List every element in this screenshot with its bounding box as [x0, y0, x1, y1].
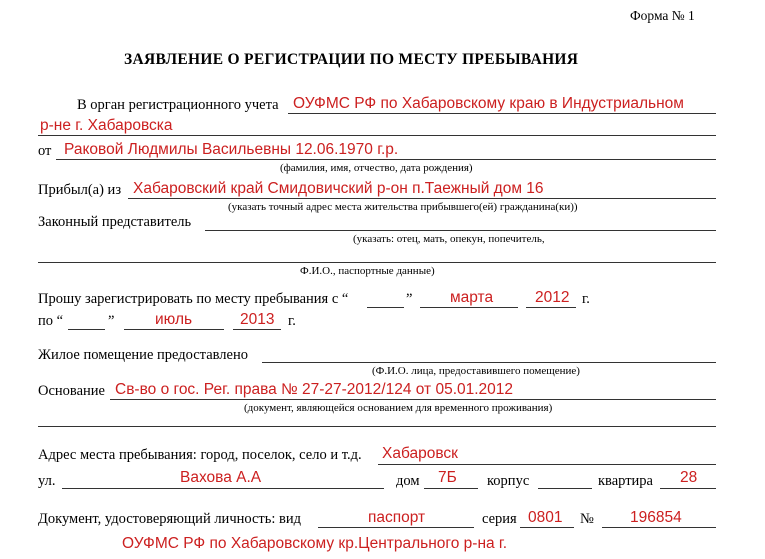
- number-value[interactable]: 196854: [630, 509, 682, 526]
- basis-underline: [110, 399, 716, 400]
- from-label: от: [38, 143, 52, 159]
- basis-value[interactable]: Св-во о гос. Рег. права № 27-27-2012/124 от 05.01.2012: [115, 381, 514, 398]
- representative-hint-1: (указать: отец, мать, опекун, попечитель,: [353, 233, 545, 245]
- period-from-year-line: [526, 307, 576, 308]
- document-type-underline: [318, 527, 474, 528]
- period-from-month[interactable]: марта: [450, 289, 494, 306]
- house-underline: [424, 488, 478, 489]
- period-to-year-suffix: г.: [288, 313, 296, 329]
- period-from-label: Прошу зарегистрировать по месту пребывания с “: [38, 291, 349, 307]
- dwelling-underline: [262, 362, 716, 363]
- basis-label: Основание: [38, 383, 105, 399]
- house-value[interactable]: 7Б: [438, 469, 457, 486]
- section-divider: [38, 426, 716, 427]
- organ-label: В орган регистрационного учета: [77, 97, 279, 113]
- basis-hint: (документ, являющейся основанием для временного проживания): [244, 402, 553, 414]
- period-to-label: по “: [38, 313, 64, 329]
- arrived-value[interactable]: Хабаровский край Смидовичский р-он п.Таежный дом 16: [133, 180, 544, 197]
- organ-underline-1: [288, 113, 716, 114]
- arrived-label: Прибыл(а) из: [38, 182, 122, 198]
- form-number: Форма № 1: [630, 8, 695, 23]
- from-underline: [56, 159, 716, 160]
- arrived-underline: [128, 198, 716, 199]
- period-from-day-line: [367, 307, 404, 308]
- arrived-hint: (указать точный адрес места жительства прибывшего(ей) гражданина(ки)): [228, 201, 578, 213]
- address-city-underline: [378, 464, 716, 465]
- organ-value-line1[interactable]: ОУФМС РФ по Хабаровскому краю в Индустриальном: [293, 95, 684, 112]
- building-label: корпус: [487, 473, 530, 489]
- representative-underline-2: [38, 262, 716, 263]
- period-from-quote: ”: [406, 291, 413, 307]
- organ-value-line2[interactable]: р-не г. Хабаровска: [40, 117, 173, 134]
- period-from-month-line: [420, 307, 518, 308]
- period-to-month[interactable]: июль: [155, 311, 193, 328]
- document-type[interactable]: паспорт: [368, 509, 426, 526]
- series-label: серия: [482, 511, 517, 527]
- series-value[interactable]: 0801: [528, 509, 563, 526]
- address-label: Адрес места пребывания: город, поселок, село и т.д.: [38, 447, 362, 463]
- house-label: дом: [396, 473, 420, 489]
- series-underline: [520, 527, 574, 528]
- street-value[interactable]: Вахова А.А: [180, 469, 262, 486]
- from-value[interactable]: Раковой Людмилы Васильевны 12.06.1970 г.р.: [64, 141, 399, 158]
- address-city[interactable]: Хабаровск: [382, 445, 458, 462]
- apt-underline: [660, 488, 716, 489]
- number-label: №: [580, 511, 594, 527]
- apt-label: квартира: [598, 473, 653, 489]
- apt-value[interactable]: 28: [680, 469, 698, 486]
- building-underline: [538, 488, 592, 489]
- period-to-year-line: [233, 329, 281, 330]
- period-from-year-suffix: г.: [582, 291, 590, 307]
- from-hint: (фамилия, имя, отчество, дата рождения): [280, 162, 473, 174]
- period-to-month-line: [124, 329, 224, 330]
- street-underline: [62, 488, 384, 489]
- representative-label: Законный представитель: [38, 214, 192, 230]
- dwelling-label: Жилое помещение предоставлено: [38, 347, 248, 363]
- number-underline: [602, 527, 716, 528]
- organ-underline-2: [38, 135, 716, 136]
- document-label: Документ, удостоверяющий личность: вид: [38, 511, 302, 527]
- issued-by-value[interactable]: ОУФМС РФ по Хабаровскому кр.Центрального р-на г.: [122, 535, 508, 552]
- period-to-quote: ”: [108, 313, 115, 329]
- representative-underline-1: [205, 230, 716, 231]
- period-from-year[interactable]: 2012: [535, 289, 570, 306]
- representative-hint-2: Ф.И.О., паспортные данные): [300, 265, 435, 277]
- street-label: ул.: [38, 473, 56, 489]
- period-to-day-line: [68, 329, 105, 330]
- dwelling-hint: (Ф.И.О. лица, предоставившего помещение): [372, 365, 580, 377]
- period-to-year[interactable]: 2013: [240, 311, 275, 328]
- page-title: ЗАЯВЛЕНИЕ О РЕГИСТРАЦИИ ПО МЕСТУ ПРЕБЫВАНИЯ: [124, 51, 579, 68]
